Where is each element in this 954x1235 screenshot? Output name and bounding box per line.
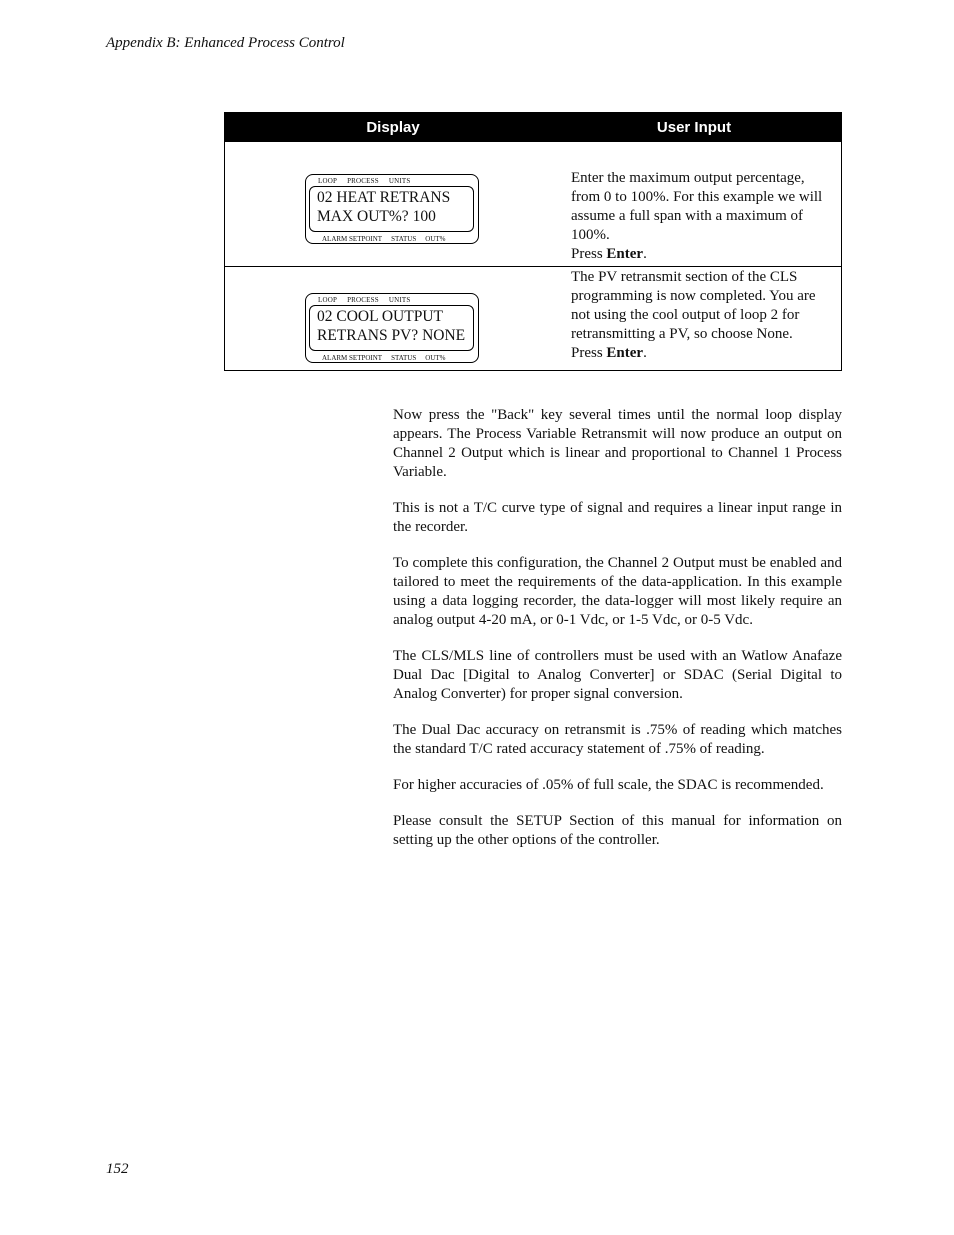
column-header-display: Display (366, 119, 420, 136)
lcd-label-process: PROCESS (347, 177, 379, 185)
lcd-label-units: UNITS (388, 177, 411, 185)
lcd-line-1: 02 COOL OUTPUT (317, 308, 444, 325)
press-prefix: Press (571, 345, 607, 361)
user-input-cell (561, 267, 841, 370)
lcd-line-2: RETRANS PV? NONE (317, 327, 466, 344)
lcd-label-loop: LOOP (318, 177, 338, 185)
lcd-screen (309, 305, 474, 351)
lcd-screen (309, 186, 474, 232)
paragraph: This is not a T/C curve type of signal and requires a linear input range in the recorder. (393, 500, 842, 535)
paragraph: Now press the "Back" key several times until the normal loop display appears. The Process Variable Retransmit will now produce an output on Channel 2 Output which is linear and proportional to Channel 1 Process Variable. (393, 407, 842, 480)
lcd-label-out: OUT% (425, 235, 446, 243)
enter-key-label: Enter (606, 345, 644, 361)
press-prefix: Press (571, 246, 607, 262)
user-input-text: The PV retransmit section of the CLS programming is now completed. You are not using the cool output of loop 2 for retransmitting a PV, so choose None. (571, 269, 816, 342)
lcd-line-2: MAX OUT%? 100 (317, 208, 436, 225)
display-cell (225, 267, 561, 370)
press-suffix: . (643, 246, 647, 262)
lcd-top-labels (318, 296, 420, 304)
lcd-label-units: UNITS (388, 296, 411, 304)
lcd-label-out: OUT% (425, 354, 446, 362)
table-header (225, 113, 841, 142)
press-enter-instruction (571, 344, 833, 363)
page-number: 152 (106, 1161, 129, 1177)
lcd-line-1: 02 HEAT RETRANS (317, 189, 451, 206)
display-input-table (224, 112, 842, 371)
lcd-label-process: PROCESS (347, 296, 379, 304)
lcd-bottom-labels (322, 354, 454, 362)
user-input-text: Enter the maximum output percentage, from 0 to 100%. For this example we will assume a full span with a maximum of 100%. (571, 170, 823, 243)
paragraph: The Dual Dac accuracy on retransmit is .75% of reading which matches the standard T/C rated accuracy statement of .75% of reading. (393, 722, 842, 757)
lcd-top-labels (318, 177, 420, 185)
lcd-label-alarm-setpoint: ALARM SETPOINT (322, 235, 383, 243)
page-header: Appendix B: Enhanced Process Control (106, 35, 345, 51)
table-row (225, 142, 841, 267)
enter-key-label: Enter (606, 246, 644, 262)
display-cell (225, 142, 561, 266)
lcd-label-status: STATUS (391, 235, 417, 243)
paragraph: To complete this configuration, the Channel 2 Output must be enabled and tailored to meet the requirements of the data-application. In this example using a data logging recorder, the data-logger will most likely require an analog output 4-20 mA, or 0-1 Vdc, or 1-5 Vdc, or 0-5 Vdc. (393, 555, 842, 628)
paragraph: The CLS/MLS line of controllers must be used with an Watlow Anafaze Dual Dac [Digital to Analog Converter] or SDAC (Serial Digital to Analog Converter) for proper signal conversion. (393, 648, 842, 702)
lcd-label-status: STATUS (391, 354, 417, 362)
table-row (225, 267, 841, 370)
user-input-cell (561, 142, 841, 266)
lcd-label-alarm-setpoint: ALARM SETPOINT (322, 354, 383, 362)
press-suffix: . (643, 345, 647, 361)
paragraph: For higher accuracies of .05% of full scale, the SDAC is recommended. (393, 777, 824, 793)
lcd-display (305, 174, 479, 244)
press-enter-instruction (571, 245, 833, 264)
body-text (393, 406, 842, 867)
column-header-user-input: User Input (656, 119, 732, 136)
lcd-display (305, 293, 479, 363)
paragraph: Please consult the SETUP Section of this manual for information on setting up the other options of the controller. (393, 813, 842, 848)
lcd-label-loop: LOOP (318, 296, 338, 304)
lcd-bottom-labels (322, 235, 454, 243)
